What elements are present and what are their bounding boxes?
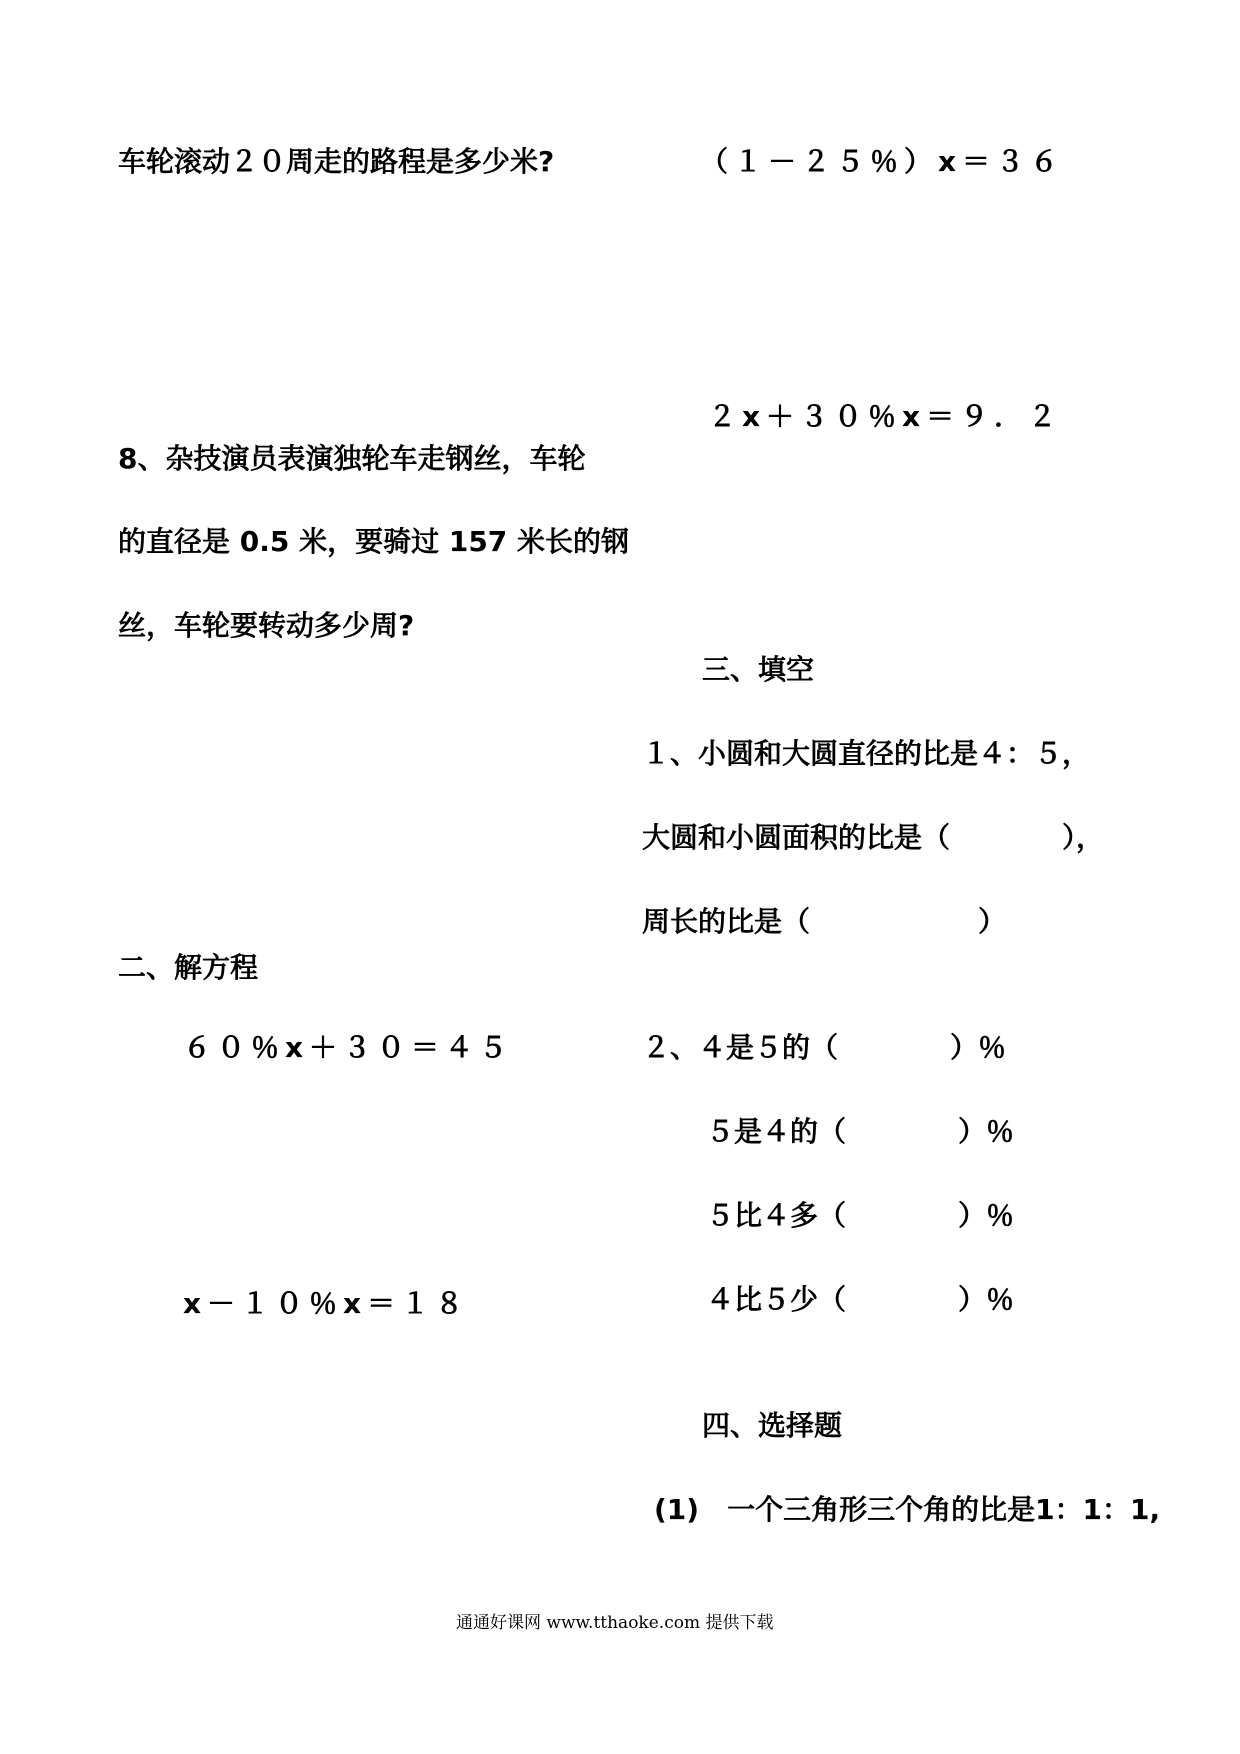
fill-2-a: ２、４是５的（ ）％	[642, 1031, 1007, 1064]
fill-1-line-3: 周长的比是（ ）	[642, 905, 1007, 938]
equation-3: （１－２５％）x＝３６	[700, 145, 1065, 178]
question-8-line-2: 的直径是 0.5 米，要骑过 157 米长的钢	[118, 525, 630, 558]
equation-4: ２x＋３０％x＝９．２	[708, 400, 1063, 433]
section-2-heading: 二、解方程	[118, 951, 259, 984]
choice-1: (1) 一个三角形三个角的比是1：1：1,	[654, 1493, 1161, 1526]
equation-2: x－１０％x＝１８	[183, 1287, 470, 1320]
section-4-heading: 四、选择题	[702, 1409, 843, 1442]
question-8-line-3: 丝，车轮要转动多少周?	[118, 609, 415, 642]
equation-1: ６０％x＋３０＝４５	[183, 1031, 514, 1064]
footer-credit: 通通好课网 www.tthaoke.com 提供下载	[456, 1613, 774, 1633]
fill-2-d: ４比５少（ ）％	[706, 1283, 1015, 1316]
fill-2-c: ５比４多（ ）％	[706, 1199, 1015, 1232]
fill-1-line-1: １、小圆和大圆直径的比是４：５，	[642, 737, 1091, 770]
question-7-tail: 车轮滚动２０周走的路程是多少米?	[118, 145, 555, 178]
fill-2-b: ５是４的（ ）％	[706, 1115, 1015, 1148]
question-8-line-1: 8、杂技演员表演独轮车走钢丝，车轮	[118, 442, 586, 475]
section-3-heading: 三、填空	[702, 653, 815, 686]
fill-1-line-2: 大圆和小圆面积的比是（ ），	[642, 821, 1105, 854]
